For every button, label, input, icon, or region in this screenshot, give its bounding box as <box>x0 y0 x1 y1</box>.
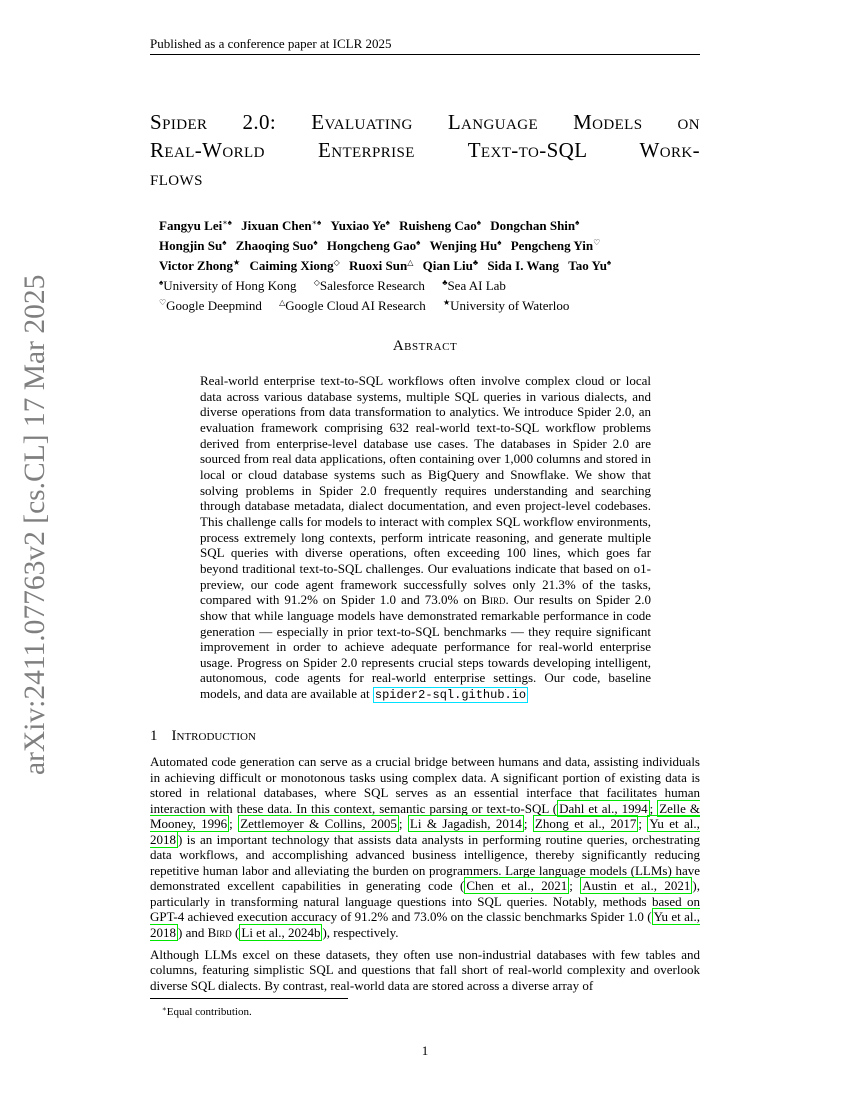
affiliation: ♡Google Deepmind <box>159 298 262 313</box>
citation-link[interactable]: Chen et al., 2021 <box>466 878 568 894</box>
author: Hongjin Su♠ <box>159 238 227 253</box>
author: Tao Yu♠ <box>568 258 612 273</box>
introduction-body <box>150 754 700 999</box>
citation-link[interactable]: Yu et al., 2018 <box>150 816 700 847</box>
paper-title <box>150 108 700 192</box>
author: Qian Liu♣ <box>422 258 479 273</box>
citation-link[interactable]: Yu et al., 2018 <box>150 909 700 941</box>
author-row-1 <box>159 214 679 234</box>
affiliation-row-2 <box>159 294 679 314</box>
author: Dongchan Shin♠ <box>490 218 580 233</box>
title-line-2: Real-World Enterprise Text-to-SQL Work- <box>150 138 700 162</box>
author: Sida I. Wang <box>487 258 559 273</box>
citation-link[interactable]: Zelle & Mooney, 1996 <box>150 800 700 832</box>
citation-link[interactable]: Li et al., 2024b <box>241 925 321 941</box>
author: Pengcheng Yin♡ <box>510 238 601 253</box>
author: Zhaoqing Suo♠ <box>235 238 318 253</box>
affiliation: ♠University of Hong Kong <box>159 278 297 293</box>
abstract-text: Real-world enterprise text-to-SQL workflows often involve complex cloud or local data across various database systems, multiple SQL queries in various dialects, and diverse operations from data transformation to analytics. We introduce Spider 2.0, an evaluation framework comprising 632 real-world text-to-SQL workflow problems derived from enterprise-level database use cases. The databases in Spider 2.0 are sourced from real data applications, often containing over 1,000 columns and stored in local or cloud database systems such as BigQuery and Snowflake. We show that solving problems in Spider 2.0 frequently requires understanding and searching through database metadata, dialect documentation, and even project-level codebases. This challenge calls for models to interact with complex SQL workflow environments, process extremely long contexts, perform intricate reasoning, and generate multiple SQL queries with diverse operations, often exceeding 100 lines, which goes far beyond traditional text-to-SQL challenges. Our evaluations indicate that based on o1-preview, our code agent framework successfully solves only 21.3% of the tasks, compared with 91.2% on Spider 1.0 and 73.0% on Bird. Our results on Spider 2.0 show that while language models have demonstrated remarkable performance in code generation — especially in prior text-to-SQL benchmarks — they require significant improvement in order to achieve adequate performance for real-world enterprise usage. Progress on Spider 2.0 represents crucial steps towards developing intelligent, autonomous, code agents for real-world enterprise settings. Our code, baseline models, and data are available at spider2-sql.github.io <box>200 373 651 703</box>
citation-link[interactable]: Zettlemoyer & Collins, 2005 <box>240 816 397 832</box>
affiliation-row-1 <box>159 274 679 294</box>
affiliation: ♣Sea AI Lab <box>442 278 506 293</box>
author-row-3 <box>159 254 679 274</box>
author: Fangyu Lei∗♠ <box>159 218 232 233</box>
author-block <box>159 214 679 314</box>
paragraph-2: Although LLMs excel on these datasets, they often use non-industrial databases with few tables and columns, featuring simplistic SQL and questions that fall short of real-world complexity and overlook diverse SQL dialects. By contrast, real-world data are stored across a diverse array of <box>150 946 700 993</box>
citation-link[interactable]: Zhong et al., 2017 <box>534 816 637 832</box>
section-heading: 1 Introduction <box>150 728 256 744</box>
footnote: ∗Equal contribution. <box>162 1005 252 1018</box>
arxiv-identifier: arXiv:2411.07763v2 [cs.CL] 17 Mar 2025 <box>19 274 51 775</box>
author: Hongcheng Gao♠ <box>326 238 421 253</box>
page-number: 1 <box>421 1043 429 1058</box>
author: Wenjing Hu♠ <box>429 238 502 253</box>
author: Caiming Xiong◇ <box>249 258 340 273</box>
footnote-rule <box>150 998 348 999</box>
author: Jixuan Chen∗♠ <box>241 218 322 233</box>
author: Victor Zhong★ <box>159 258 241 273</box>
affiliation: ★University of Waterloo <box>442 298 570 313</box>
citation-link[interactable]: Austin et al., 2021 <box>582 878 691 894</box>
affiliation: △Google Cloud AI Research <box>279 298 426 313</box>
project-link[interactable]: spider2-sql.github.io <box>374 688 527 703</box>
running-header: Published as a conference paper at ICLR 2025 <box>150 36 700 55</box>
affiliation: ◇Salesforce Research <box>313 278 425 293</box>
citation-link[interactable]: Li & Jagadish, 2014 <box>409 816 522 832</box>
title-line-3: flows <box>150 166 203 190</box>
author-row-2 <box>159 234 679 254</box>
paragraph-1: Automated code generation can serve as a crucial bridge between humans and data, assisting individuals in achieving difficult or monotonous tasks using complex data. A significant portion of existing data is stored in relational databases, where SQL serves as an essential interface that facilitates human interaction with these data. In this context, semantic parsing or text-to-SQL ( Dahl et al., 1994 ; Zelle & Mooney, 1996 ; Zettlemoyer & Collins, 2005 ; Li & Jagadish, 2014 ; Zhong et al., 2017 ; Yu et al., 2018 ) is an important technology that assists data analysts in performing routine queries, orchestrating data workflows, and accomplishing advanced business intelligence, thereby significantly reducing repetitive human labor and alleviating the burden on programmers. Large language models (LLMs) have demonstrated excellent capabilities in generating code ( Chen et al., 2021 ; Austin et al., 2021 ), particularly in transforming natural language questions into SQL queries. Notably, methods based on GPT-4 achieved execution accuracy of 91.2% and 73.0% on the classic benchmarks Spider 1.0 ( Yu et al., 2018 ) and Bird ( Li et al., 2024b ), respectively. <box>150 754 700 941</box>
author: Ruisheng Cao♠ <box>399 218 481 233</box>
citation-link[interactable]: Dahl et al., 1994 <box>559 800 648 816</box>
author: Yuxiao Ye♠ <box>330 218 390 233</box>
author: Ruoxi Sun△ <box>349 258 414 273</box>
abstract-heading: Abstract <box>392 338 458 354</box>
title-line-1: Spider 2.0: Evaluating Language Models on <box>150 110 700 134</box>
